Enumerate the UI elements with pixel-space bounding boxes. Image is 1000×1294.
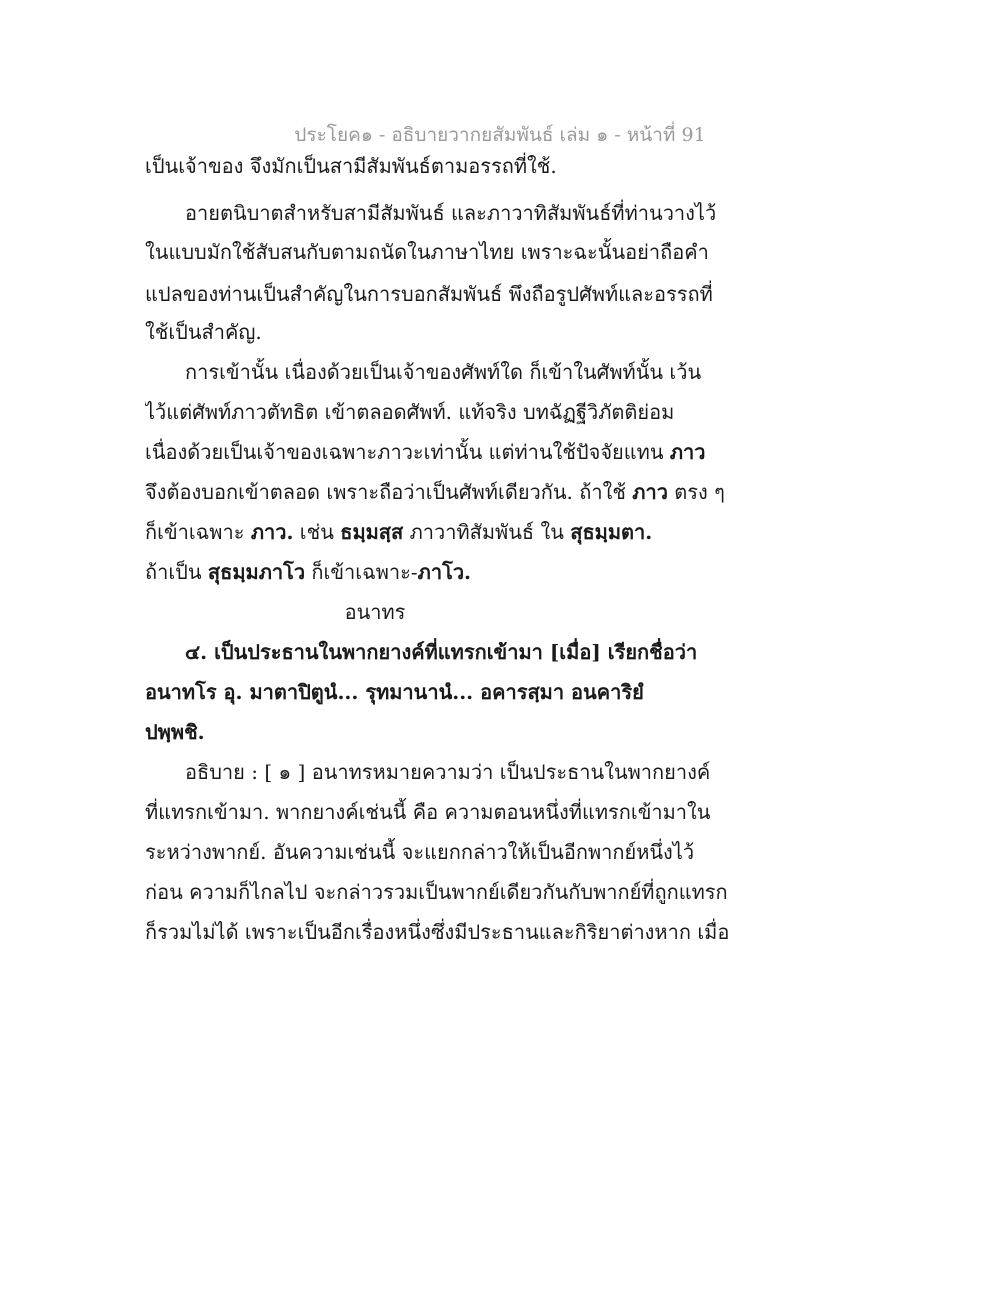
body-line-2: อายตนิบาตสำหรับสามีสัมพันธ์ และภาวาทิสัมพันธ์ที่ท่านวางไว้ [185, 201, 717, 225]
rule-text: อนาทโร อุ. มาตาปิตูนํ... รุทมานานํ... อคารสฺมา อนคาริยํ [145, 680, 644, 704]
rule-text: ๔. เป็นประธานในพากยางค์ที่แทรกเข้ามา [เมื่อ] เรียกชื่อว่า [185, 640, 698, 664]
bold-term: ภาว [632, 480, 668, 504]
rule-line-3 [145, 718, 845, 746]
text-span: เนื่องด้วยเป็นเจ้าของเฉพาะภาวะเท่านั้น แต่ท่านใช้ปัจจัยแทน [145, 440, 670, 464]
body-line-6: การเข้านั้น เนื่องด้วยเป็นเจ้าของศัพท์ใด ก็เข้าในศัพท์นั้น เว้น [185, 360, 702, 384]
section-heading: อนาทร [344, 600, 406, 624]
bold-term: ธมฺมสฺส [340, 520, 404, 544]
text-span: ภาวาทิสัมพันธ์ ใน [403, 520, 571, 544]
body-line-20: ก็รวมไม่ได้ เพราะเป็นอีกเรื่องหนึ่งซึ่งมีประธานและกิริยาต่างหาก เมื่อ [145, 920, 730, 944]
rule-line-1 [185, 638, 885, 666]
text-span: ถ้าเป็น [145, 560, 208, 584]
body-line-8 [145, 438, 845, 466]
bold-term: สุธมฺมตา. [570, 520, 653, 544]
body-line-17: ที่แทรกเข้ามา. พากยางค์เช่นนี้ คือ ความตอนหนึ่งที่แทรกเข้ามาใน [145, 800, 711, 824]
running-header [0, 120, 1000, 150]
text-span: เช่น [293, 520, 341, 544]
text-span: ตรง ๆ [667, 480, 725, 504]
body-line-7: ไว้แต่ศัพท์ภาวตัทธิต เข้าตลอดศัพท์. แท้จริง บทฉัฏฐีวิภัตติย่อม [145, 400, 675, 424]
body-line-10 [145, 518, 845, 546]
body-line-9 [145, 478, 845, 506]
running-header-text: ประโยค๑ - อธิบายวากยสัมพันธ์ เล่ม ๑ - หน้าที่ 91 [294, 124, 706, 146]
body-line-3: ในแบบมักใช้สับสนกับตามถนัดในภาษาไทย เพราะฉะนั้นอย่าถือคำ [145, 240, 709, 264]
text-span: ก็เข้าเฉพาะ- [305, 560, 418, 584]
bold-term: สุธมฺมภาโว [207, 560, 306, 584]
bold-term: ภาว. [250, 520, 294, 544]
body-line-1: เป็นเจ้าของ จึงมักเป็นสามีสัมพันธ์ตามอรรถที่ใช้. [145, 154, 557, 178]
rule-text: ปพฺพชิ. [145, 720, 205, 744]
body-line-19: ก่อน ความก็ไกลไป จะกล่าวรวมเป็นพากย์เดียวกันกับพากย์ที่ถูกแทรก [145, 880, 728, 904]
body-line-11 [145, 558, 845, 586]
body-line-4: แปลของท่านเป็นสำคัญในการบอกสัมพันธ์ พึงถือรูปศัพท์และอรรถที่ [145, 282, 713, 306]
text-span: ก็เข้าเฉพาะ [145, 520, 251, 544]
bold-term: ภาว [669, 440, 706, 464]
text-span: จึงต้องบอกเข้าตลอด เพราะถือว่าเป็นศัพท์เดียวกัน. ถ้าใช้ [145, 480, 633, 504]
bold-term: ภาโว. [417, 560, 472, 584]
body-line-16: อธิบาย : [ ๑ ] อนาทรหมายความว่า เป็นประธานในพากยางค์ [185, 760, 711, 784]
rule-line-2 [145, 678, 845, 706]
body-line-5: ใช้เป็นสำคัญ. [145, 320, 262, 344]
body-line-18: ระหว่างพากย์. อันความเช่นนี้ จะแยกกล่าวให้เป็นอีกพากย์หนึ่งไว้ [145, 840, 695, 864]
